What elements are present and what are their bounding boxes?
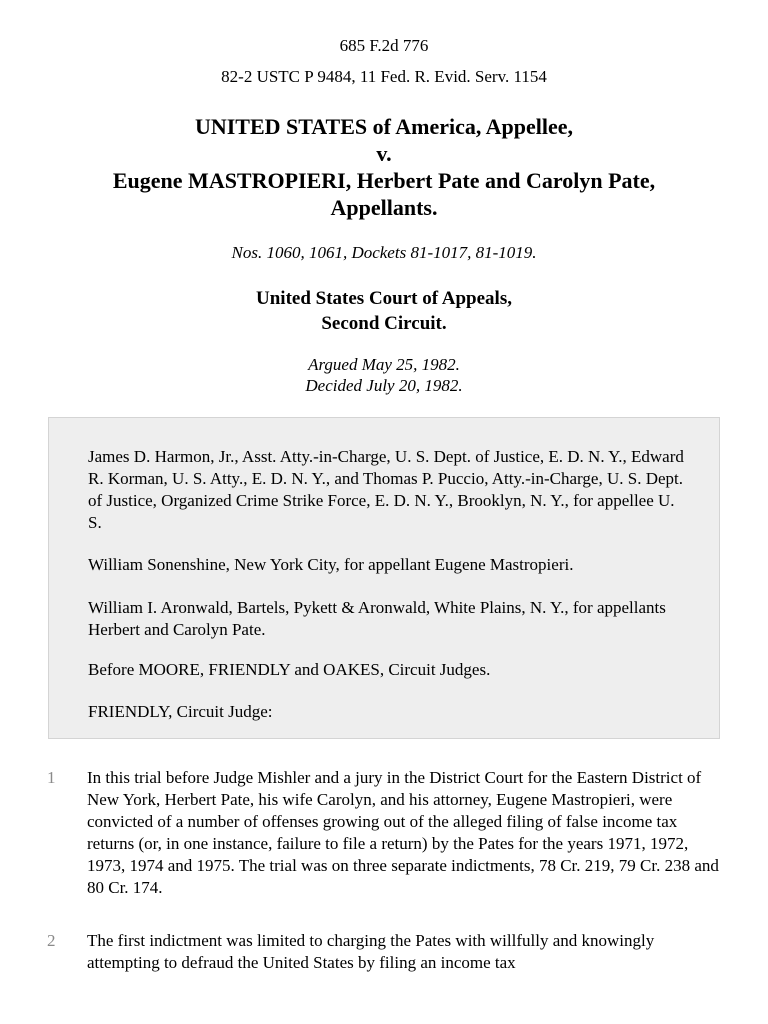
court-name-line-2: Second Circuit. bbox=[321, 313, 447, 334]
docket-numbers: Nos. 1060, 1061, Dockets 81-1017, 81-1019. bbox=[231, 243, 537, 262]
paragraph-text: In this trial before Judge Mishler and a jury in the District Court for the Eastern District of New York, Herbert Pate, his wife Carolyn, and his attorney, Eugene Mastropieri, were convicted of a number of offenses growing out of the alleged filing of false income tax returns (or, in one instance, failure to file a return) by the Pates for the years 1971, 1972, 1973, 1974 and 1975. The trial was on three separate indictments, 78 Cr. 219, 79 Cr. 238 and 80 Cr. 174. bbox=[87, 768, 719, 897]
argued-date: Argued May 25, 1982. bbox=[308, 355, 460, 374]
case-dates bbox=[0, 354, 768, 396]
decided-date: Decided July 20, 1982. bbox=[305, 376, 463, 395]
counsel-appellee: James D. Harmon, Jr., Asst. Atty.-in-Charge, U. S. Dept. of Justice, E. D. N. Y., Edward R. Korman, U. S. Atty., E. D. N. Y., and Thomas P. Puccio, Atty.-in-Charge, U. S. Dept. of Justice, Organized Crime Strike Force, E. D. N. Y., Brooklyn, N. Y., for appellee U. S. bbox=[88, 447, 684, 532]
counsel-panel bbox=[48, 417, 720, 739]
paragraph-number[interactable]: 1 bbox=[47, 768, 56, 787]
counsel-appellants-pate: William I. Aronwald, Bartels, Pykett & Aronwald, White Plains, N. Y., for appellants Herbert and Carolyn Pate. bbox=[88, 598, 666, 639]
paragraph-number[interactable]: 2 bbox=[47, 931, 56, 950]
court-name bbox=[0, 286, 768, 336]
caption-appellee: UNITED STATES of America, Appellee, bbox=[194, 114, 574, 139]
court-name-line-1: United States Court of Appeals, bbox=[256, 288, 512, 309]
caption-versus: v. bbox=[376, 141, 392, 166]
counsel-appellant-mastropieri: William Sonenshine, New York City, for appellant Eugene Mastropieri. bbox=[88, 555, 574, 574]
case-caption bbox=[0, 113, 768, 221]
opinion-author: FRIENDLY, Circuit Judge: bbox=[88, 702, 273, 721]
parallel-citations: 82-2 USTC P 9484, 11 Fed. R. Evid. Serv. 1154 bbox=[221, 67, 547, 86]
caption-appellants-names: Eugene MASTROPIERI, Herbert Pate and Carolyn Pate, bbox=[112, 168, 656, 193]
reporter-citation: 685 F.2d 776 bbox=[339, 36, 429, 55]
caption-appellants-label: Appellants. bbox=[330, 195, 438, 220]
judges-panel: Before MOORE, FRIENDLY and OAKES, Circuit Judges. bbox=[88, 660, 491, 679]
paragraph-text: The first indictment was limited to charging the Pates with willfully and knowingly attempting to defraud the United States by filing an income tax bbox=[87, 931, 655, 972]
